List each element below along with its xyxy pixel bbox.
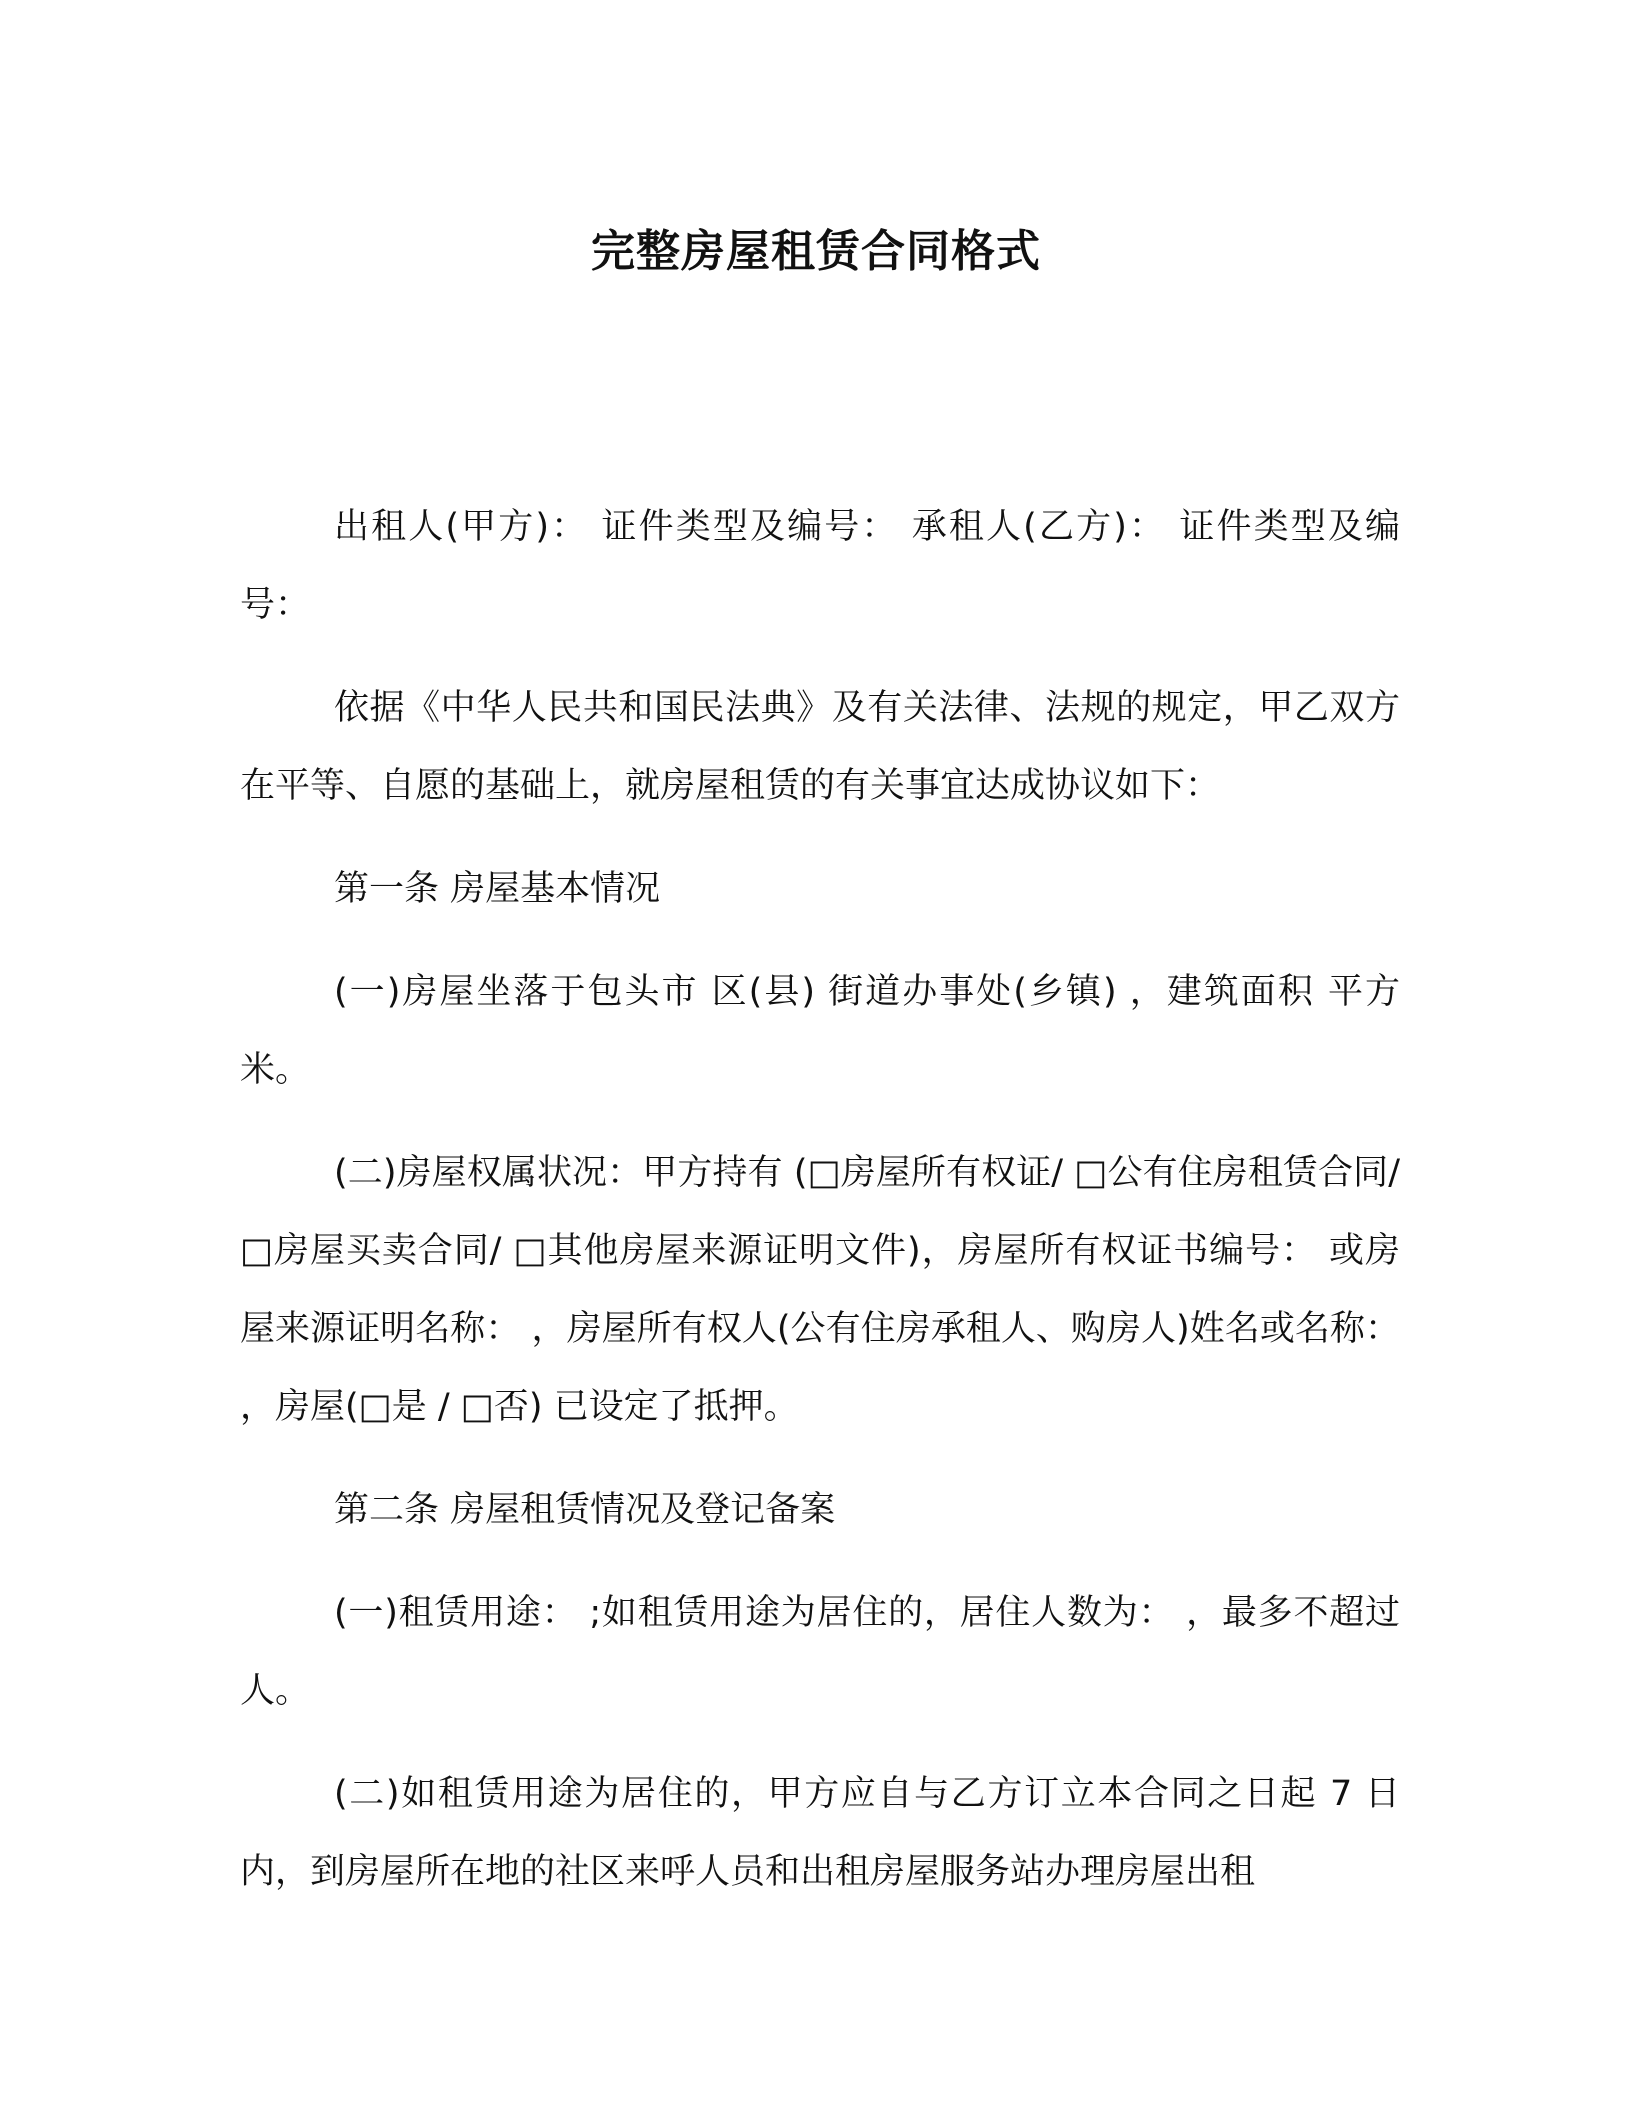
document-title: 完整房屋租赁合同格式 xyxy=(591,226,1041,277)
article-2-item-2: (二)如租赁用途为居住的，甲方应自与乙方订立本合同之日起 7 日内，到房屋所在地的社区来呼人员和出租房屋服务站办理房屋出租 xyxy=(240,1774,1400,1892)
article-2-heading: 第二条 房屋租赁情况及登记备案 xyxy=(334,1490,836,1530)
parties-paragraph: 出租人(甲方)： 证件类型及编号： 承租人(乙方)： 证件类型及编号： xyxy=(240,507,1400,625)
document-body xyxy=(240,488,1400,1936)
article-1-item-2: (二)房屋权属状况：甲方持有 (□房屋所有权证/ □公有住房租赁合同/ □房屋买卖合同/ □其他房屋来源证明文件)，房屋所有权证书编号： 或房屋来源证明名称： ，房屋所有权人(公有住房承租人、购房人)姓名或名称： ，房屋(□是 / □否) 已设定了抵押。 xyxy=(240,1153,1400,1427)
legal-basis-paragraph: 依据《中华人民共和国民法典》及有关法律、法规的规定，甲乙双方在平等、自愿的基础上，就房屋租赁的有关事宜达成协议如下： xyxy=(240,688,1400,806)
article-1-heading: 第一条 房屋基本情况 xyxy=(334,869,661,909)
article-2-item-1: (一)租赁用途： ;如租赁用途为居住的，居住人数为： ，最多不超过 人。 xyxy=(240,1593,1400,1711)
article-1-item-1: (一)房屋坐落于包头市 区(县) 街道办事处(乡镇) ，建筑面积 平方米。 xyxy=(240,972,1400,1090)
